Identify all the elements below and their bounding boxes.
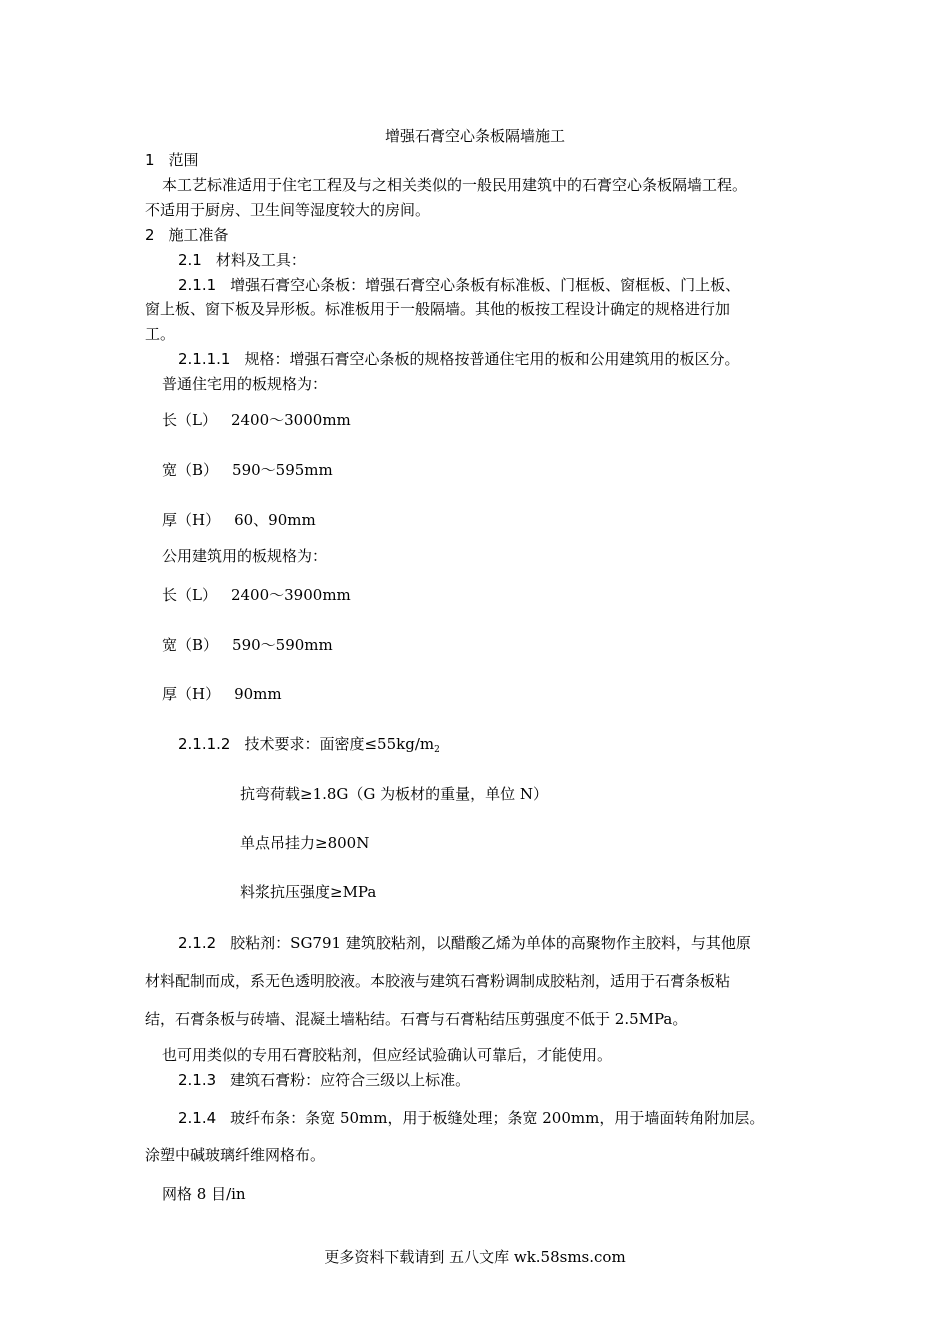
section-number: 2.1	[178, 251, 202, 269]
section-number: 2.1.1.1	[178, 350, 231, 368]
subsection-2-1-2-line3: 结，石膏条板与砖墙、混凝土墙粘结。石膏与石膏粘结压剪强度不低于 2.5MPa。	[145, 1010, 688, 1028]
subsection-2-1-2-line1	[178, 933, 751, 953]
residential-width	[162, 460, 333, 480]
section-number: 2.1.2	[178, 934, 217, 952]
public-width	[162, 635, 333, 655]
section-text: 胶粘剂：SG791 建筑胶粘剂，以醋酸乙烯为单体的高聚物作主胶料，与其他原	[230, 934, 751, 952]
section-1-heading	[145, 150, 199, 170]
spec-value: 590～590mm	[232, 636, 333, 654]
spec-value: 60、90mm	[234, 511, 316, 529]
spec-label: 宽（B）	[162, 636, 219, 654]
spec-value: 2400～3900mm	[230, 586, 351, 604]
section-text: 材料及工具：	[215, 251, 306, 269]
section-text: 规格：增强石膏空心条板的规格按普通住宅用的板和公用建筑用的板区分。	[244, 350, 740, 368]
spec-label: 长（L）	[162, 411, 217, 429]
section-2-heading	[145, 225, 229, 245]
subsection-2-1-1-line1	[178, 275, 740, 295]
residential-thickness	[162, 510, 316, 530]
subsection-2-1	[178, 250, 306, 270]
section-title: 范围	[168, 151, 199, 169]
subsection-2-1-1-line3: 工。	[145, 325, 176, 343]
section-number: 2.1.1	[178, 276, 217, 294]
section-text: 技术要求：面密度≤55kg/m	[244, 735, 435, 753]
page-title: 增强石膏空心条板隔墙施工	[384, 127, 565, 145]
spec-value: 590～595mm	[232, 461, 333, 479]
subsection-2-1-1-2	[178, 734, 440, 760]
spec-value: 2400～3000mm	[230, 411, 351, 429]
spec-label: 厚（H）	[162, 511, 221, 529]
requirement-compressive-strength: 料浆抗压强度≥MPa	[240, 883, 377, 901]
mesh-spec: 网格 8 目/in	[162, 1185, 246, 1203]
public-length	[162, 585, 351, 605]
requirement-bending-load: 抗弯荷载≥1.8G（G 为板材的重量，单位 N）	[240, 785, 549, 803]
public-spec-heading: 公用建筑用的板规格为：	[162, 547, 328, 565]
public-thickness	[162, 684, 282, 704]
section-title: 施工准备	[168, 226, 229, 244]
section-text: 增强石膏空心条板：增强石膏空心条板有标准板、门框板、窗框板、门上板、	[230, 276, 741, 294]
section-number: 2	[145, 226, 155, 244]
subsection-2-1-4-line1	[178, 1108, 764, 1128]
page-footer: 更多资料下载请到 五八文库 wk.58sms.com	[324, 1248, 626, 1266]
unit-subscript: 2	[434, 745, 440, 755]
residential-length	[162, 410, 351, 430]
subsection-2-1-1-line2: 窗上板、窗下板及异形板。标准板用于一般隔墙。其他的板按工程设计确定的规格进行加	[145, 300, 731, 318]
section-number: 2.1.4	[178, 1109, 217, 1127]
requirement-hanging-force: 单点吊挂力≥800N	[240, 834, 370, 852]
section-text: 建筑石膏粉：应符合三级以上标准。	[230, 1071, 471, 1089]
subsection-2-1-4-line2: 涂塑中碱玻璃纤维网格布。	[145, 1146, 326, 1164]
subsection-2-1-1-1	[178, 349, 740, 369]
section-text: 玻纤布条：条宽 50mm，用于板缝处理；条宽 200mm，用于墙面转角附加层。	[230, 1109, 765, 1127]
spec-label: 长（L）	[162, 586, 217, 604]
subsection-2-1-3	[178, 1070, 470, 1090]
paragraph-scope-line1: 本工艺标准适用于住宅工程及与之相关类似的一般民用建筑中的石膏空心条板隔墙工程。	[162, 176, 748, 194]
subsection-2-1-2-line2: 材料配制而成，系无色透明胶液。本胶液与建筑石膏粉调制成胶粘剂，适用于石膏条板粘	[145, 972, 731, 990]
paragraph-scope-line2: 不适用于厨房、卫生间等湿度较大的房间。	[145, 201, 431, 219]
paragraph-alternative-adhesive: 也可用类似的专用石膏胶粘剂，但应经试验确认可靠后，才能使用。	[162, 1046, 613, 1064]
section-number: 2.1.1.2	[178, 735, 231, 753]
spec-label: 宽（B）	[162, 461, 219, 479]
spec-value: 90mm	[234, 685, 282, 703]
residential-spec-heading: 普通住宅用的板规格为：	[162, 375, 328, 393]
section-number: 1	[145, 151, 155, 169]
section-number: 2.1.3	[178, 1071, 217, 1089]
spec-label: 厚（H）	[162, 685, 221, 703]
